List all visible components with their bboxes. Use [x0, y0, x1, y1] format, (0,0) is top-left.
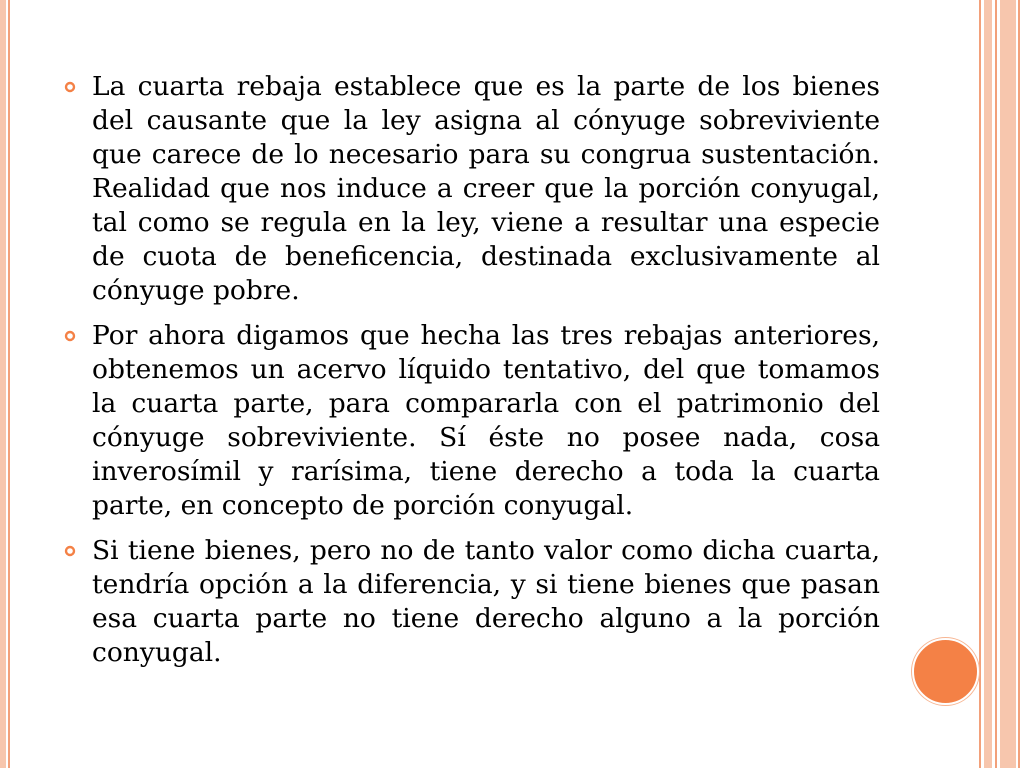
left-border-inner — [8, 0, 10, 768]
right-border-band-2 — [1000, 0, 1016, 768]
bullet-text: La cuarta rebaja establece que es la parte de los bienes del causante que la ley asigna al cónyuge sobreviviente que carece de lo necesario para su congrua sustentación. Realidad que nos induce a creer que la porción conyugal, tal como se regula en la ley, viene a resultar una especie de cuota de beneficencia, destinada exclusivamente al cónyuge pobre. — [92, 71, 880, 306]
right-border-band-1 — [984, 0, 992, 768]
bullet-item — [60, 70, 880, 308]
right-border-line-2 — [995, 0, 997, 768]
orange-ring-bullet-icon — [64, 545, 76, 557]
right-border-line-1 — [979, 0, 981, 768]
decorative-orange-circle — [912, 638, 979, 705]
bullet-item — [60, 319, 880, 523]
orange-ring-bullet-icon — [64, 330, 76, 342]
bullet-text: Por ahora digamos que hecha las tres rebajas anteriores, obtenemos un acervo líquido tentativo, del que tomamos la cuarta parte, para compararla con el patrimonio del cónyuge sobreviviente. Sí éste no posee nada, cosa inverosímil y rarísima, tiene derecho a toda la cuarta parte, en concepto de porción conyugal. — [92, 320, 880, 521]
orange-ring-bullet-icon — [64, 81, 76, 93]
right-border-line-3 — [1018, 0, 1020, 768]
bullet-text: Si tiene bienes, pero no de tanto valor como dicha cuarta, tendría opción a la diferencia, y si tiene bienes que pasan esa cuarta parte no tiene derecho alguno a la porción conyugal. — [92, 535, 880, 668]
left-border-outer — [0, 0, 6, 768]
bullet-item — [60, 534, 880, 670]
slide-body — [60, 70, 880, 681]
